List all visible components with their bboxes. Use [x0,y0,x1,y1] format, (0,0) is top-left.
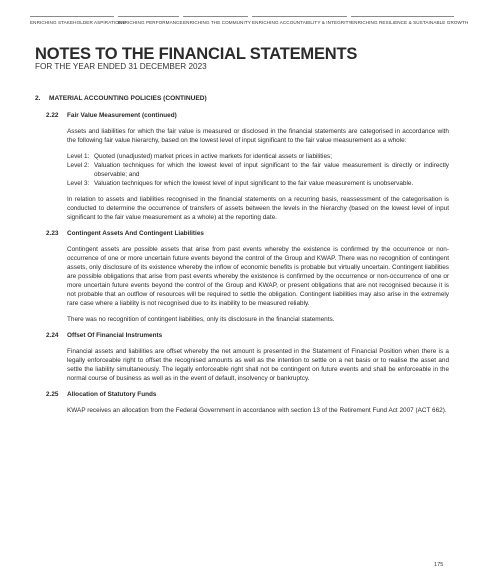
subsection-number: 2.22 [46,112,59,119]
subsection-number: 2.23 [46,230,59,237]
subsection-number: 2.24 [46,332,59,339]
paragraph: Financial assets and liabilities are offset whereby the net amount is presented in the Statement of Financial Position when there is a legally enforceable right to offset the recognised amounts as well as the intention to settle on a net basis or to realise the asset and settle the liability simultaneously. The legally enforceable right shall not be contingent on future events and shall be enforceable in the normal course of business as well as in the event of default, insolvency or bankruptcy. [67,348,449,382]
subsection-title: Fair Value Measurement (continued) [67,112,177,119]
subsection-heading-2-23 [46,229,449,238]
subsection-title: Allocation of Statutory Funds [67,391,157,398]
subsection-body-2-22 [67,127,449,222]
subsection-heading-2-24 [46,331,449,340]
level-label: Level 2: [67,162,90,169]
paragraph: KWAP receives an allocation from the Federal Government in accordance with section 13 of the Retirement Fund Act 2007 (ACT 662). [67,407,447,414]
level-item [67,152,449,161]
subsection-body-2-24 [67,347,449,383]
page-subtitle: FOR THE YEAR ENDED 31 DECEMBER 2023 [35,62,207,71]
paragraph: There was no recognition of contingent liabilities, only its disclosure in the financial statements. [67,316,335,323]
fair-value-levels-list [67,152,449,188]
level-label: Level 1: [67,153,90,160]
subsection-title: Offset Of Financial Instruments [67,332,163,339]
section-number: 2. [35,95,41,102]
paragraph: In relation to assets and liabilities recognised in the financial statements on a recurring basis, reassessment of the categorisation is conducted to determine the occurrence of transfers of assets between the levels in the hierarchy (based on the lowest level of input significant to the fair value measurement as a whole) at the reporting date. [67,196,449,221]
subsection-body-2-23 [67,245,449,324]
subsection-body-2-25 [67,406,449,415]
level-text: Valuation techniques for which the lowest level of input significant to the fair value measurement is unobservable. [94,180,414,187]
level-item [67,179,449,188]
nav-stakeholder-aspirations[interactable]: ENRICHING STAKEHOLDER ASPIRATIONS [30,16,114,25]
subsection-heading-2-25 [46,390,449,399]
level-item [67,161,449,179]
nav-performance[interactable]: ENRICHING PERFORMANCE [118,16,179,25]
level-label: Level 3: [67,180,90,187]
page-number: 175 [434,562,444,568]
section-heading [35,94,449,103]
level-text: Valuation techniques for which the lowest level of input significant to the fair value measurement is directly or indirectly observable; and [94,162,449,178]
subsection-heading-2-22 [46,111,449,120]
paragraph: Contingent assets are possible assets that arise from past events whereby the existence is confirmed by the occurrence or non-occurrence of one or more uncertain future events beyond the control of the Group and KWAP. There was no recognition of contingent assets, only disclosure of its existence whereby the inflow of economic benefits is probable but virtually uncertain. Contingent liabilities are possible obligations that arise from past events whereby the existence is confirmed by the occurrence or non-occurrence of one or more uncertain future events beyond the control of the Group and KWAP, or present obligations that are not recognised because it is not probable that an outflow of resources will be required to settle the obligation. Contingent liabilities may also arise in the extremely rare case where a liability is not recognised due to its inability to be measured reliably. [67,246,449,307]
nav-resilience-growth[interactable]: ENRICHING RESILIENCE & SUSTAINABLE GROWTH [351,16,454,25]
subsection-title: Contingent Assets And Contingent Liabilities [67,230,204,237]
top-navigation [30,16,469,25]
notes-content [35,94,449,422]
nav-accountability-integrity[interactable]: ENRICHING ACCOUNTABILITY & INTEGRITY [252,16,347,25]
nav-community[interactable]: ENRICHING THE COMMUNITY [183,16,248,25]
section-title: MATERIAL ACCOUNTING POLICIES (CONTINUED) [49,95,207,102]
level-text: Quoted (unadjusted) market prices in active markets for identical assets or liabilities; [94,153,332,160]
page-title: NOTES TO THE FINANCIAL STATEMENTS [35,45,358,63]
subsection-number: 2.25 [46,391,59,398]
paragraph: Assets and liabilities for which the fair value is measured or disclosed in the financial statements are categorised in accordance with the following fair value hierarchy, based on the lowest level of input significant to the fair value measurement as a whole: [67,128,449,144]
